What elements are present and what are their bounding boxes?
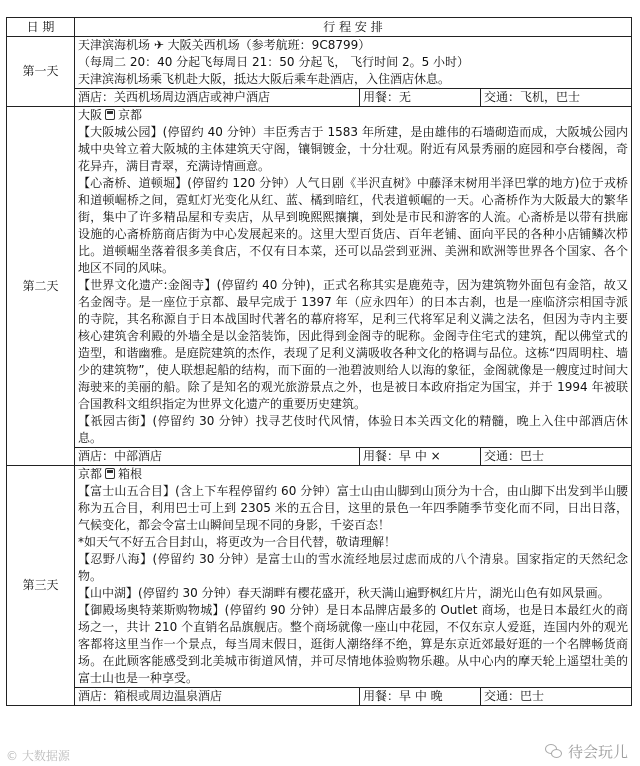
day2-footer bbox=[75, 447, 631, 465]
day2-meals: 用餐：早 中 × bbox=[360, 448, 481, 465]
bus-icon bbox=[105, 109, 115, 120]
day3-hotel: 酒店：箱根或周边温泉酒店 bbox=[75, 688, 360, 705]
day3-gotemba-outlets: 【御殿场奥特莱斯购物城】(停留约 90 分钟）是日本品牌店最多的 Outlet 商场，也是日本最红火的商场之一，共计 210 个直销名品旗舰店。整个商场就像一座山中花园，不仅东京人爱逛，连国内外的观光客都将这里当作一个景点，每当周末假日，逛街人潮络绎不绝，算是东京近郊最好逛的一个名牌畅货商场。在此顾客能感受到北美城市街道风情，并可尽情地体验购物乐趣。从中心内的摩天轮上遥望壮美的富士山也是一种享受。 bbox=[78, 603, 628, 685]
table-header bbox=[7, 18, 632, 37]
day3-transport: 交通：巴士 bbox=[484, 689, 545, 703]
day2-gion: 【祇园古街】(停留约 30 分钟）找寻艺伎时代风情，体验日本关西文化的精髓，晚上入住中部酒店休息。 bbox=[78, 414, 628, 445]
header-itinerary: 行 程 安 排 bbox=[75, 18, 632, 37]
wechat-icon bbox=[545, 744, 563, 759]
day3-route-to: 箱根 bbox=[118, 467, 143, 481]
day-label-3: 第三天 bbox=[7, 466, 75, 706]
day3-route bbox=[78, 466, 628, 483]
watermark-left: © 大数据源 bbox=[6, 749, 70, 763]
watermark-right-text: 待会玩儿 bbox=[567, 743, 628, 761]
day2-kinkakuji: 【世界文化遗产:金阁寺】(停留约 40 分钟)，正式名称其实是鹿苑寺，因为建筑物外面包有金箔，故又名金阁寺。是一座位于京都、最早完成于 1397 年（应永四年）的日本古刹，也是一座临济宗相国寺派的寺院，其名称源自于日本战国时代著名的幕府将军，足利三代将军足利义满之法名，但因为寺内主要核心建筑舍利殿的外墙全是以金箔装饰，因此得到金阁寺的昵称。金阁寺住宅式的建筑，配以佛堂式的造型，和谐幽雅。是庭院建筑的杰作，表现了足利义满吸收各种文化的格调与品位。这栋“四周明柱、墙少的建筑物”，使人联想起船的结构，而下面的一池碧波则给人以海的象征，金阁就像是一艘度过时间大海驶来的美丽的船。除了是知名的观光旅游景点之外，也是被日本政府指定为国宝，并于 1994 年被联合国教科文组织指定为世界文化遗产的重要历史建筑。 bbox=[78, 278, 628, 411]
day2-shinsaibashi: 【心斋桥、道顿堀】(停留约 120 分钟）人气日剧《半沢直树》中藤泽末树用半泽巴掌的地方)位于戎桥和道顿崛桥之间，霓虹灯光变化从红、蓝、橘到暗红，代表道顿崛的一天。心斋桥作为大阪最大的繁华街，集中了许多精品屋和专卖店，从早到晚熙熙攘攘，到处是市民和游客的人流。心斋桥是以带有拱廊设施的心斋桥筋商店街为中心发展起来的。这里大型百货店、百年老铺、面向平民的各种小店铺鳞次栉比。道顿崛坐落着很多美食店，不仅有日本菜，还可以品尝到亚洲、美洲和欧洲等世界各个国家、各个地区不同的风味。 bbox=[78, 176, 628, 275]
day2-transport: 交通：巴士 bbox=[484, 449, 545, 463]
day1-description: 天津滨海机场乘飞机赴大阪，抵达大阪后乘车赴酒店，入住酒店休息。 bbox=[78, 72, 451, 86]
day-label-2: 第二天 bbox=[7, 107, 75, 466]
day3-oshino-hakkai: 【忍野八海】(停留约 30 分钟）是富士山的雪水流经地层过虑而成的八个清泉。国家指定的天然纪念物。 bbox=[78, 552, 628, 583]
watermark-right bbox=[545, 741, 628, 762]
day-row-2 bbox=[7, 107, 632, 466]
day-content-3 bbox=[75, 466, 632, 706]
day2-osaka-castle: 【大阪城公园】(停留约 40 分钟）丰臣秀吉于 1583 年所建，是由雄伟的石墙砌造而成，大阪城公园内城中央耸立着大阪城的主体建筑天守阁，镶铜镀金，十分壮观。附近有风景秀丽的庭园和亭台楼阁，奇花异卉，满目青翠，充满诗情画意。 bbox=[78, 125, 628, 173]
day3-meals: 用餐：早 中 晚 bbox=[360, 688, 481, 705]
day2-route bbox=[78, 107, 628, 124]
day3-lake-yamanaka: 【山中湖】(停留约 30 分钟）春天湖畔有樱花盛开，秋天满山遍野枫红片片，湖光山色有如风景画。 bbox=[78, 586, 610, 600]
day3-weather-note: *如天气不好五合目封山，将更改为一合目代替，敬请理解！ bbox=[78, 535, 397, 549]
day-content-2 bbox=[75, 107, 632, 466]
day1-route: 天津滨海机场 ✈ 大阪关西机场（参考航班：9C8799） bbox=[78, 38, 371, 52]
day1-flight-time: （每周二 20：40 分起飞每周日 21：50 分起飞， 飞行时间 2。5 小时） bbox=[78, 55, 470, 69]
day-row-3 bbox=[7, 466, 632, 706]
day1-footer bbox=[75, 88, 631, 106]
day3-footer bbox=[75, 687, 631, 705]
bus-icon bbox=[105, 468, 115, 479]
day1-hotel: 酒店：关西机场周边酒店或神户酒店 bbox=[75, 89, 360, 106]
day1-transport: 交通：飞机，巴士 bbox=[484, 90, 581, 104]
day2-route-from: 大阪 bbox=[78, 108, 103, 122]
header-date: 日 期 bbox=[7, 18, 75, 37]
day-label-1: 第一天 bbox=[7, 37, 75, 107]
day3-fuji-5th-station: 【富士山五合目】(含上下车程停留约 60 分钟）富士山由山脚到山顶分为十合，由山脚下出发到半山腰称为五合目，利用巴士可上到 2305 米的五合目，这里的景色一年四季随季节变化而不同，日出日落，气候变化，都会令富士山瞬间呈现不同的身影，千姿百态！ bbox=[78, 484, 628, 532]
day-row-1 bbox=[7, 37, 632, 107]
day3-route-from: 京都 bbox=[78, 467, 103, 481]
day2-hotel: 酒店：中部酒店 bbox=[75, 448, 360, 465]
day1-meals: 用餐：无 bbox=[360, 89, 481, 106]
day-content-1 bbox=[75, 37, 632, 107]
itinerary-table bbox=[6, 17, 632, 706]
day2-route-to: 京都 bbox=[118, 108, 143, 122]
